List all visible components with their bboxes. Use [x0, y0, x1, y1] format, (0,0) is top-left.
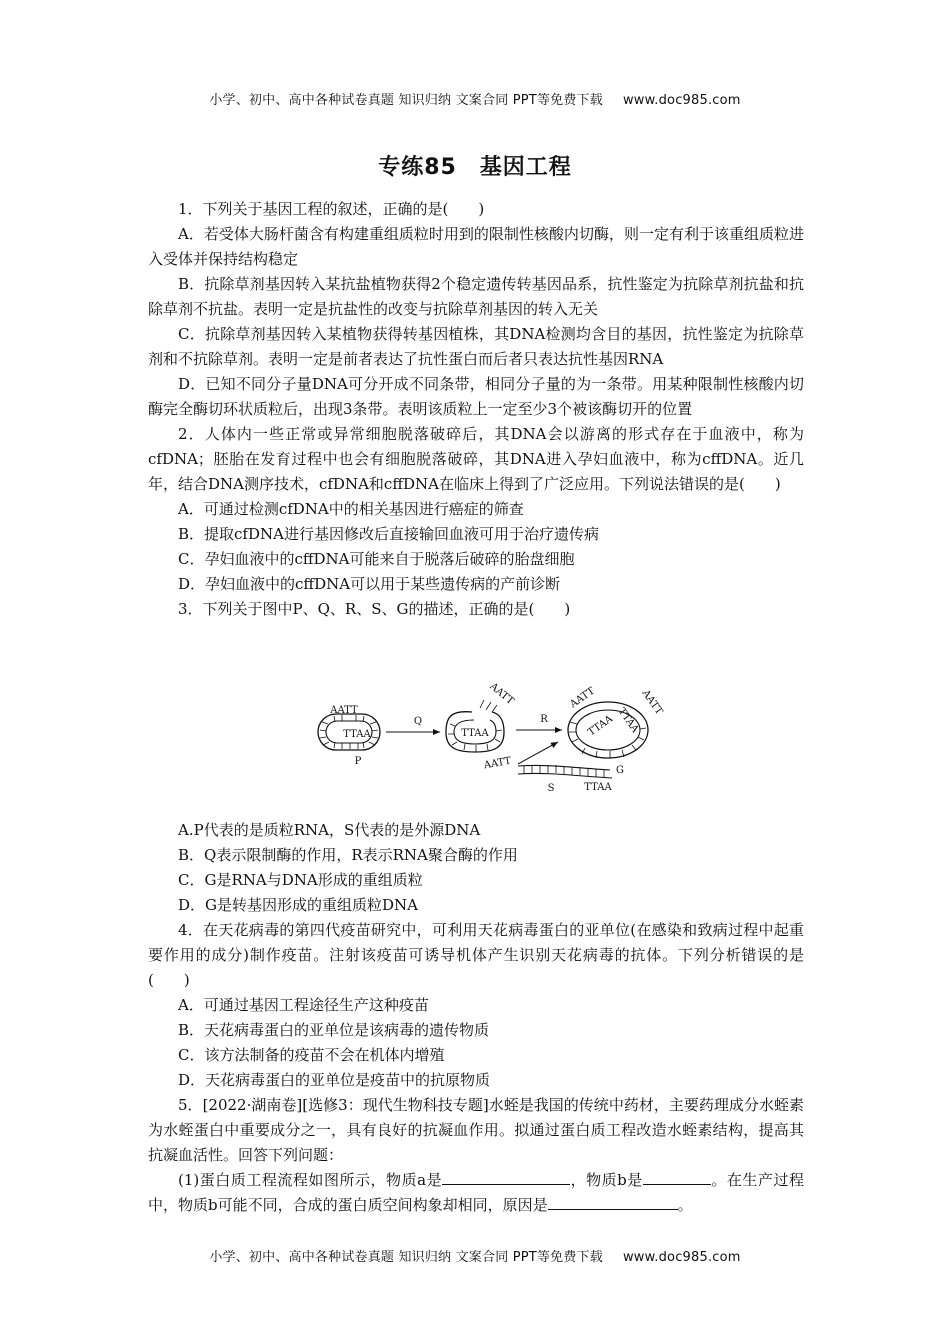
cut-plasmid — [446, 680, 516, 752]
answer-blank-reason[interactable] — [548, 1193, 678, 1210]
cut-aatt-label: AATT — [487, 681, 516, 708]
q1-option-d: D．已知不同分子量DNA可分开成不同条带，相同分子量的为一条带。用某种限制性核酸内切酶完全酶切环状质粒后，出现3条带。表明该质粒上一定至少3个被该酶切开的位置 — [148, 375, 804, 418]
q3-option-c: C．G是RNA与DNA形成的重组质粒 — [178, 871, 423, 889]
q4-option-d: D．天花病毒蛋白的亚单位是疫苗中的抗原物质 — [178, 1071, 491, 1089]
page-footer — [0, 1246, 950, 1265]
q3-option-b: B．Q表示限制酶的作用，R表示RNA聚合酶的作用 — [178, 846, 518, 864]
q1-option-c: C．抗除草剂基因转入某植物获得转基因植株，其DNA检测均含目的基因，抗性鉴定为抗除草剂和不抗除草剂。表明一定是前者表达了抗性蛋白而后者只表达抗性基因RNA — [148, 325, 804, 368]
arrow-r — [516, 714, 562, 764]
s-aatt-label: AATT — [483, 755, 513, 772]
q4-option-b: B．天花病毒蛋白的亚单位是该病毒的遗传物质 — [178, 1021, 490, 1039]
q3-stem: 3．下列关于图中P、Q、R、S、G的描述，正确的是( ) — [178, 600, 571, 618]
label-p: P — [354, 756, 362, 767]
foreign-dna-s — [482, 756, 612, 794]
g-ttaa-right-label: TTAA — [615, 706, 641, 735]
answer-blank-b[interactable] — [643, 1168, 711, 1185]
q5-sub1-part4: 。 — [677, 1196, 693, 1214]
q5-sub1-part2: ，物质b是 — [570, 1171, 643, 1189]
footer-text: 小学、初中、高中各种试卷真题 知识归纳 文案合同 PPT等免费下载 — [209, 1250, 603, 1265]
questions-block-1 — [148, 197, 804, 622]
label-s: S — [547, 783, 555, 794]
label-g: G — [616, 765, 624, 776]
recombinant-plasmid-g — [567, 685, 664, 776]
q2-option-a: A．可通过检测cfDNA中的相关基因进行癌症的筛查 — [178, 500, 524, 518]
q3-option-d: D．G是转基因形成的重组质粒DNA — [178, 896, 418, 914]
footer-site: www.doc985.com — [622, 1250, 741, 1265]
label-q: Q — [413, 716, 423, 727]
q5-sub1 — [148, 1168, 804, 1218]
p-aatt-label: AATT — [330, 705, 358, 716]
q1-stem: 1．下列关于基因工程的叙述，正确的是( ) — [178, 200, 485, 218]
cut-ttaa-label: TTAA — [461, 728, 489, 739]
questions-block-2 — [148, 818, 804, 1218]
q5-sub1-part1: (1)蛋白质工程流程如图所示，物质a是 — [178, 1171, 443, 1189]
q4-option-a: A．可通过基因工程途径生产这种疫苗 — [178, 996, 429, 1014]
plasmid-p — [318, 705, 380, 767]
label-r: R — [540, 714, 548, 725]
q5-stem: 5．[2022·湖南卷][选修3：现代生物科技专题]水蛭是我国的传统中药材，主要药理成分水蛭素为水蛭蛋白中重要成分之一，具有良好的抗凝血作用。拟通过蛋白质工程改造水蛭素结构，提高其抗凝血活性。回答下列问题： — [148, 1096, 804, 1164]
arrow-q — [386, 716, 440, 732]
q1-option-a: A．若受体大肠杆菌含有构建重组质粒时用到的限制性核酸内切酶，则一定有利于该重组质粒进入受体并保持结构稳定 — [148, 225, 804, 268]
q4-option-c: C．该方法制备的疫苗不会在机体内增殖 — [178, 1046, 445, 1064]
q2-option-d: D．孕妇血液中的cffDNA可以用于某些遗传病的产前诊断 — [178, 575, 561, 593]
q2-option-b: B．提取cfDNA进行基因修改后直接输回血液可用于治疗遗传病 — [178, 525, 599, 543]
q2-stem: 2．人体内一些正常或异常细胞脱落破碎后，其DNA会以游离的形式存在于血液中，称为cfDNA；胚胎在发育过程中也会有细胞脱落破碎，其DNA进入孕妇血液中，称为cffDNA。近几年，结合DNA测序技术，cfDNA和cffDNA在临床上得到了广泛应用。下列说法错误的是( ) — [148, 425, 804, 493]
q3-option-a: A.P代表的是质粒RNA，S代表的是外源DNA — [178, 821, 481, 839]
plasmid-diagram — [300, 678, 670, 796]
g-ttaa-left-label: TTAA — [586, 713, 615, 739]
g-aatt-right-label: AATT — [639, 688, 665, 717]
q5-sub1-part3: 。在生产过程中，物质b可能不同，合成的蛋白质空间构象却相同，原因是 — [148, 1171, 804, 1214]
page-header — [0, 89, 950, 108]
q1-option-b: B．抗除草剂基因转入某抗盐植物获得2个稳定遗传转基因品系，抗性鉴定为抗除草剂抗盐和抗除草剂不抗盐。表明一定是抗盐性的改变与抗除草剂基因的转入无关 — [148, 275, 804, 318]
g-aatt-left-label: AATT — [568, 685, 597, 711]
q2-option-c: C．孕妇血液中的cffDNA可能来自于脱落后破碎的胎盘细胞 — [178, 550, 575, 568]
header-text: 小学、初中、高中各种试卷真题 知识归纳 文案合同 PPT等免费下载 — [209, 93, 603, 108]
q4-stem: 4．在天花病毒的第四代疫苗研究中，可利用天花病毒蛋白的亚单位(在感染和致病过程中起重要作用的成分)制作疫苗。注射该疫苗可诱导机体产生识别天花病毒的抗体。下列分析错误的是( ) — [148, 921, 804, 989]
p-ttaa-label: TTAA — [343, 729, 371, 740]
s-ttaa-label: TTAA — [584, 782, 612, 793]
header-site: www.doc985.com — [622, 93, 741, 108]
answer-blank-a[interactable] — [442, 1168, 570, 1185]
page-title: 专练85 基因工程 — [378, 155, 572, 180]
